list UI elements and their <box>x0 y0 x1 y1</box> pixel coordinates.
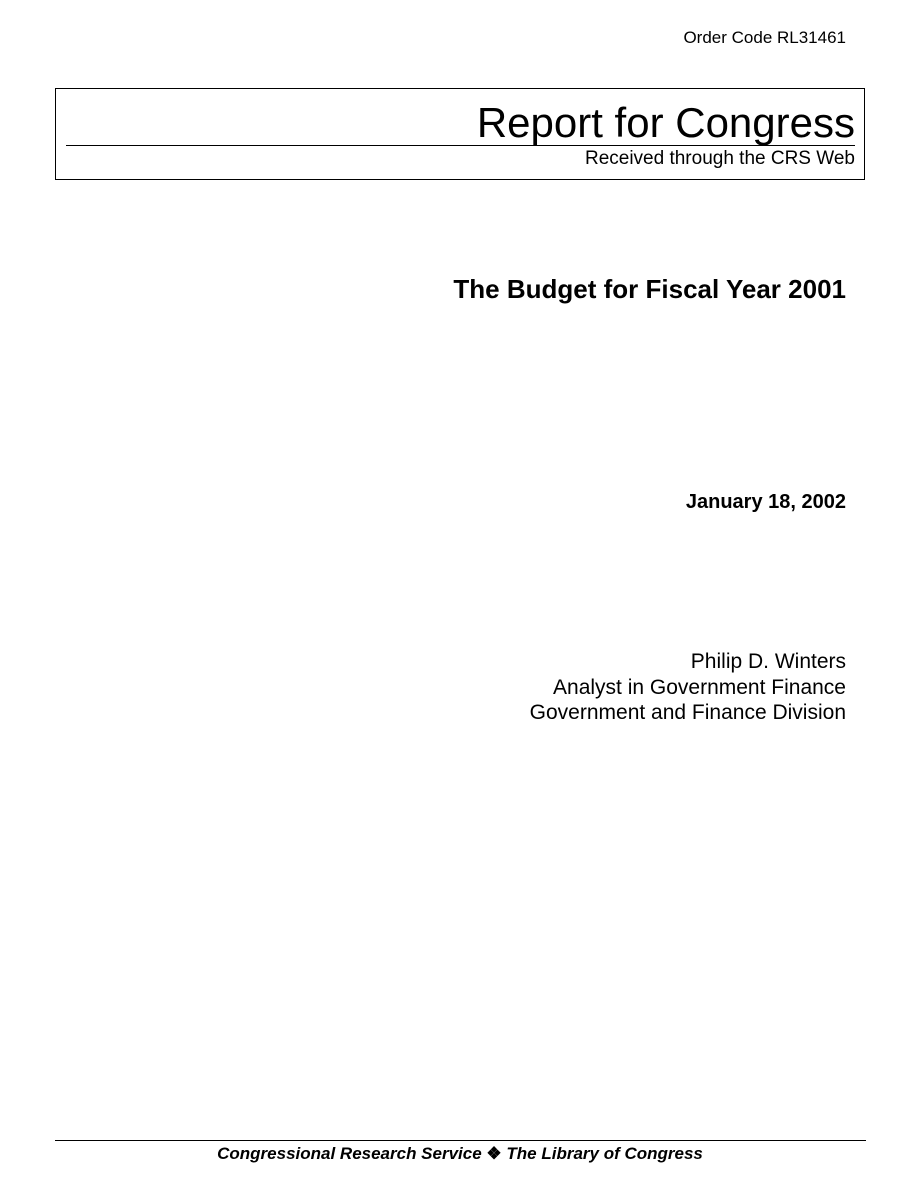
report-header-box <box>55 88 865 180</box>
author-division: Government and Finance Division <box>529 701 846 724</box>
document-title: The Budget for Fiscal Year 2001 <box>453 274 846 304</box>
author-position: Analyst in Government Finance <box>553 675 846 699</box>
footer-separator-icon: ❖ <box>486 1144 502 1163</box>
report-subtitle: Received through the CRS Web <box>584 148 855 169</box>
author-name: Philip D. Winters <box>690 650 846 673</box>
footer-library: The Library of Congress <box>506 1144 703 1163</box>
footer <box>0 1143 920 1165</box>
document-date: January 18, 2002 <box>685 491 846 513</box>
footer-divider <box>55 1140 866 1141</box>
order-code: Order Code RL31461 <box>683 28 846 47</box>
header-divider <box>66 145 855 146</box>
report-title: Report for Congress <box>476 99 855 146</box>
author-block <box>530 649 846 726</box>
footer-crs: Congressional Research Service <box>217 1144 482 1163</box>
